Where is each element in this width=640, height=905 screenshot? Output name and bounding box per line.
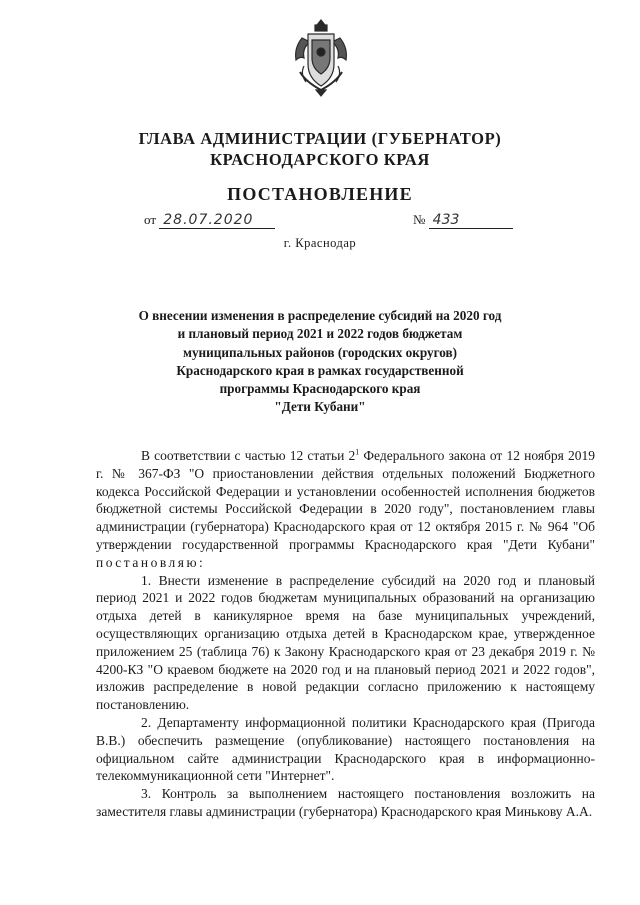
preamble-text-b: Федерального закона от 12 ноября 2019 г. № 367-ФЗ "О приостановлении действия отдельных положений Бюджетного кодекса Российской Федерации и установлении особенностей исполнения бюджетов бюджетной системы Российской Федерации в 2020 году", постановлением главы администрации (губернатора) Краснодарского края от 12 октября 2015 г. № 964 "Об утверждении государственной программы Краснодарского края "Дети Кубани" xyxy=(96,448,595,552)
number-value: 433 xyxy=(429,212,513,229)
title-line: и плановый период 2021 и 2022 годов бюджетам xyxy=(177,326,463,342)
region-title: КРАСНОДАРСКОГО КРАЯ xyxy=(210,150,430,169)
article-superscript: 1 xyxy=(355,447,360,457)
date-prefix: от xyxy=(144,212,157,227)
resolve-word: постановляю: xyxy=(96,554,206,570)
date-line xyxy=(144,212,275,229)
clause-1: 1. Внести изменение в распределение субсидий на 2020 год и плановый период 2021 и 2022 годов бюджетам муниципальных образований на организацию отдыха детей в каникулярное время на базе муниципальных учреждений, осуществляющих организацию отдыха детей в Краснодарском крае, утвержденное приложением 25 (таблица 76) к Закону Краснодарского края от 23 декабря 2019 г. № 4200-КЗ "О краевом бюджете на 2020 год и на плановый период 2021 и 2022 годов", изложив распределение в новой редакции согласно приложению к настоящему постановлению. xyxy=(96,572,595,713)
coat-of-arms-icon xyxy=(290,16,352,98)
title-line: О внесении изменения в распределение субсидий на 2020 год xyxy=(138,308,502,323)
title-line: программы Краснодарского края xyxy=(219,381,421,397)
title-line: муниципальных районов (городских округов) xyxy=(182,344,458,360)
preamble-paragraph xyxy=(96,447,595,572)
date-value: 28.07.2020 xyxy=(159,212,275,229)
title-line: Краснодарского края в рамках государственной xyxy=(176,362,464,378)
number-prefix: № xyxy=(413,212,426,227)
city: г. Краснодар xyxy=(283,236,357,250)
clause-2: 2. Департаменту информационной политики Краснодарского края (Пригода В.В.) обеспечить размещение (опубликование) настоящего постановления на официальном сайте администрации Краснодарского края в информационно-телекоммуникационной сети "Интернет". xyxy=(96,714,595,784)
authority-title: ГЛАВА АДМИНИСТРАЦИИ (ГУБЕРНАТОР) xyxy=(138,129,502,148)
number-line xyxy=(413,212,513,229)
title-line: "Дети Кубани" xyxy=(274,399,366,415)
document-type: ПОСТАНОВЛЕНИЕ xyxy=(227,184,413,204)
document-body xyxy=(96,447,595,821)
document-title xyxy=(120,307,520,417)
preamble-text-a: В соответствии с частью 12 статьи 2 xyxy=(141,448,356,463)
clause-3: 3. Контроль за выполнением настоящего постановления возложить на заместителя главы администрации (губернатора) Краснодарского края Минькову А.А. xyxy=(96,786,595,819)
